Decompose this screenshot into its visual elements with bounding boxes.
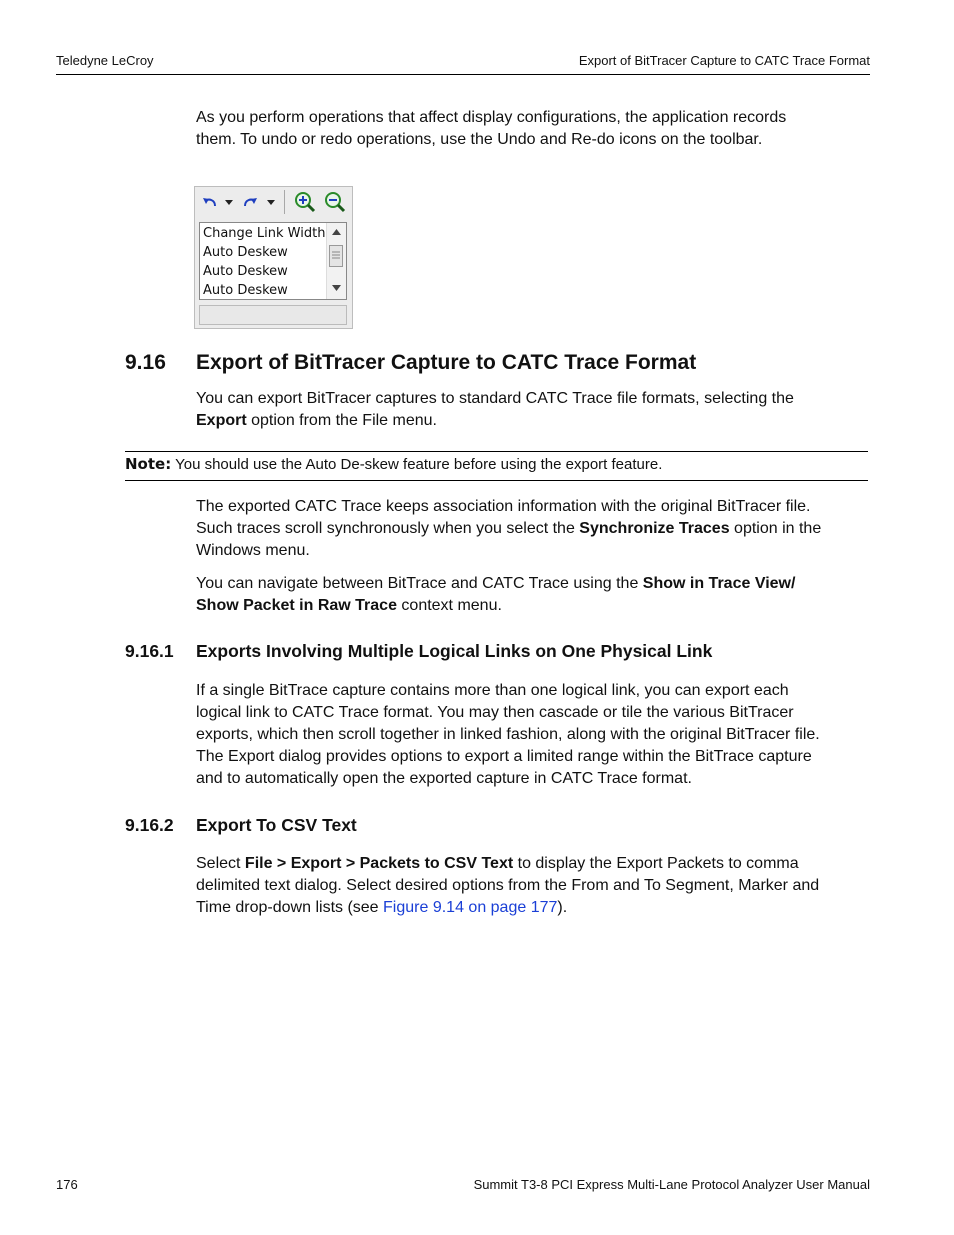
intro-line-2: them. To undo or redo operations, use the Undo and Re-do icons on the toolbar. [196, 131, 763, 148]
note-bottom-rule [125, 480, 868, 481]
header-section-title: Export of BitTracer Capture to CATC Trace Format [578, 53, 870, 68]
scroll-down-arrow-icon[interactable] [332, 285, 341, 291]
scroll-up-arrow-icon[interactable] [332, 229, 341, 235]
redo-dropdown-arrow-icon[interactable] [265, 191, 277, 213]
navigate-paragraph: You can navigate between BitTrace and CATC Trace using the Show in Trace View/ Show Packet in Raw Trace context menu. [196, 575, 796, 614]
section-title: Exports Involving Multiple Logical Links on One Physical Link [196, 641, 713, 661]
page-number: 176 [56, 1177, 78, 1192]
show-packet-raw-trace-bold: Show Packet in Raw Trace [196, 597, 397, 614]
note-callout [125, 454, 662, 475]
export-intro-line-2: Export option from the File menu. [196, 412, 437, 429]
scroll-thumb[interactable] [329, 245, 343, 267]
export-bold: Export [196, 412, 247, 429]
undo-dropdown-arrow-icon[interactable] [223, 191, 235, 213]
zoom-out-icon[interactable] [322, 191, 348, 213]
header-company: Teledyne LeCroy [56, 53, 154, 68]
section-number: 9.16.2 [125, 815, 174, 835]
section-number: 9.16 [125, 351, 166, 374]
figure-cross-reference-link[interactable]: Figure 9.14 on page 177 [383, 899, 558, 916]
widget-status-field [199, 305, 347, 325]
undo-icon[interactable] [199, 191, 221, 213]
csv-export-paragraph: Select File > Export > Packets to CSV Text to display the Export Packets to comma delimited text dialog. Select desired options from the From and To Segment, Marker and Time drop-down lists (see Figure 9.14 on page 177). [196, 855, 820, 916]
section-title: Export To CSV Text [196, 815, 357, 835]
show-in-trace-view-bold: Show in Trace View/ [642, 575, 796, 592]
footer-manual-title: Summit T3-8 PCI Express Multi-Lane Protocol Analyzer User Manual [473, 1177, 870, 1192]
export-intro-paragraph [196, 388, 872, 432]
section-title: Export of BitTracer Capture to CATC Trace Format [196, 351, 697, 374]
multiple-links-paragraph: If a single BitTrace capture contains more than one logical link, you can export each logical link to CATC Trace format. You may then cascade or tile the various BitTracer exports, which then scroll together in linked fashion, along with the original BitTracer file. The Export dialog provides options to export a limited range within the BitTrace capture and to automatically open the exported capture in CATC Trace format. [196, 682, 820, 787]
menu-path-bold: File > Export > Packets to CSV Text [244, 855, 514, 872]
scrollbar[interactable] [326, 223, 346, 299]
synchronize-traces-bold: Synchronize Traces [579, 520, 730, 537]
toolbar-separator [284, 190, 285, 214]
export-intro-line-1: You can export BitTracer captures to standard CATC Trace file formats, selecting the [196, 390, 794, 407]
undo-redo-widget [194, 186, 353, 329]
section-heading-9-16-2 [125, 815, 357, 836]
sync-paragraph: The exported CATC Trace keeps association information with the original BitTracer file. Such traces scroll synchronously when you select the Synchronize Traces option in the Windows menu. [196, 498, 822, 559]
undo-history-list[interactable] [199, 222, 347, 300]
list-item[interactable]: Change Link Width [203, 226, 326, 241]
intro-paragraph [196, 107, 872, 151]
list-item[interactable]: Auto Deskew [203, 283, 288, 298]
note-top-rule [125, 451, 868, 452]
section-heading-9-16 [125, 351, 696, 375]
section-heading-9-16-1 [125, 641, 712, 662]
redo-icon[interactable] [239, 191, 261, 213]
section-number: 9.16.1 [125, 641, 174, 661]
note-text: You should use the Auto De-skew feature before using the export feature. [171, 456, 663, 473]
list-item[interactable]: Auto Deskew [203, 245, 288, 260]
list-item[interactable]: Auto Deskew [203, 264, 288, 279]
header-rule [56, 74, 870, 75]
grip-icon [332, 251, 340, 261]
zoom-in-icon[interactable] [292, 191, 318, 213]
note-label: Note: [125, 455, 172, 473]
intro-line-1: As you perform operations that affect display configurations, the application records [196, 109, 787, 126]
